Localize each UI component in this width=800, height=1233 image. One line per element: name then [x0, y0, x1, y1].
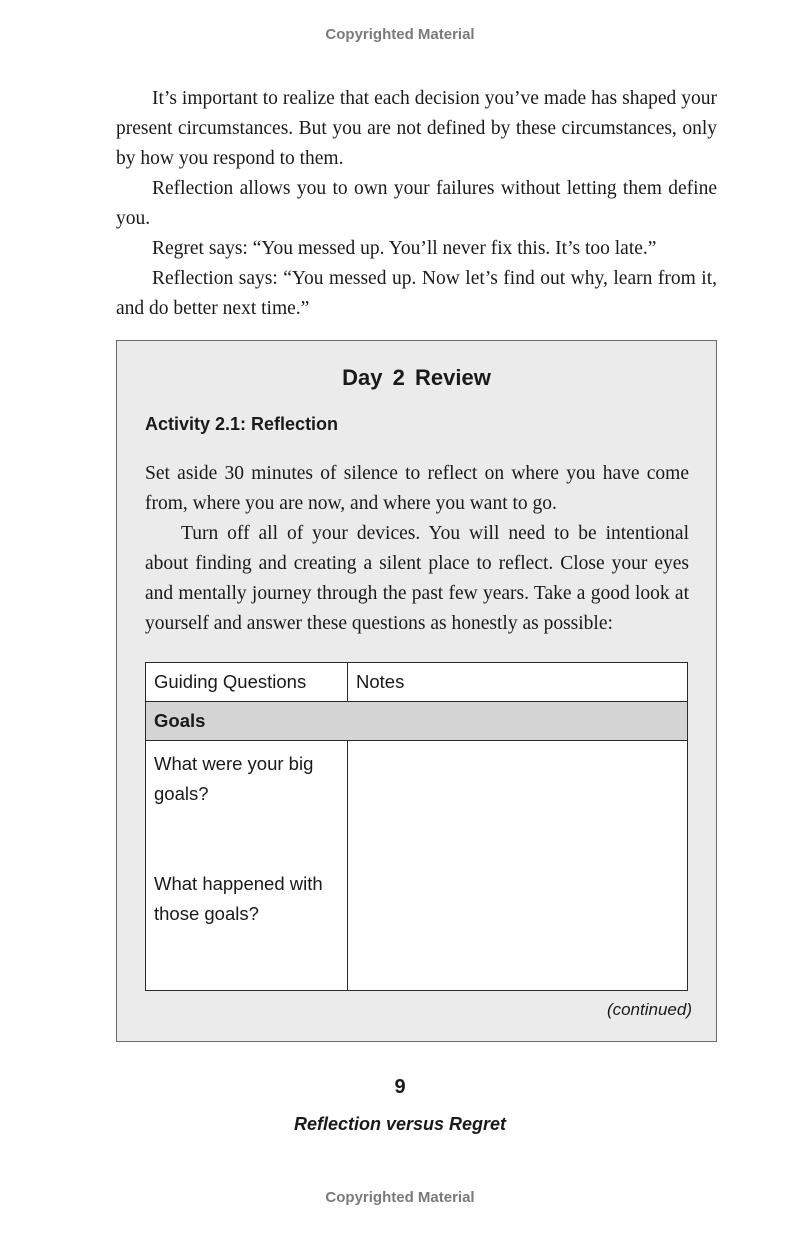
body-paragraph: Regret says: “You messed up. You’ll never fix this. It’s too late.” [152, 238, 657, 259]
table-row [146, 741, 687, 990]
activity-heading: Activity 2.1: Reflection [145, 414, 339, 434]
body-paragraph: Reflection says: “You messed up. Now let’s find out why, learn from it, and do better next time.” [116, 268, 717, 319]
question-big-goals: What were your big goals? [154, 753, 314, 804]
table-section-goals: Goals [154, 710, 206, 731]
question-goals-outcome: What happened with those goals? [154, 873, 323, 924]
questions-cell [146, 741, 348, 990]
activity-instructions [145, 459, 689, 639]
instruction-paragraph: Set aside 30 minutes of silence to reflect on where you have come from, where you are now, and where you want to go. [145, 463, 689, 514]
table-section-row [146, 702, 687, 741]
review-title: Day 2 Review [342, 365, 491, 390]
page-number: 9 [394, 1076, 406, 1098]
continued-label: (continued) [606, 1000, 692, 1019]
body-paragraph: It’s important to realize that each decision you’ve made has shaped your present circumstances. But you are not defined by these circumstances, only by how you respond to them. [116, 88, 717, 169]
body-paragraph: Reflection allows you to own your failures without letting them define you. [116, 178, 717, 229]
guiding-questions-table [145, 662, 688, 991]
copyright-notice-top: Copyrighted Material [325, 26, 475, 43]
table-header-questions: Guiding Questions [146, 663, 348, 701]
copyright-notice-bottom: Copyrighted Material [325, 1189, 475, 1206]
running-title: Reflection versus Regret [293, 1114, 507, 1134]
day-review-box [116, 340, 717, 1042]
body-text [116, 84, 717, 324]
table-header-row [146, 663, 687, 702]
instruction-paragraph: Turn off all of your devices. You will need to be intentional about finding and creating a silent place to reflect. Close your eyes and mentally journey through the past few years. Take a good look at yourself and answer these questions as honestly as possible: [145, 523, 689, 634]
table-header-notes: Notes [356, 671, 405, 692]
notes-cell [348, 741, 687, 990]
